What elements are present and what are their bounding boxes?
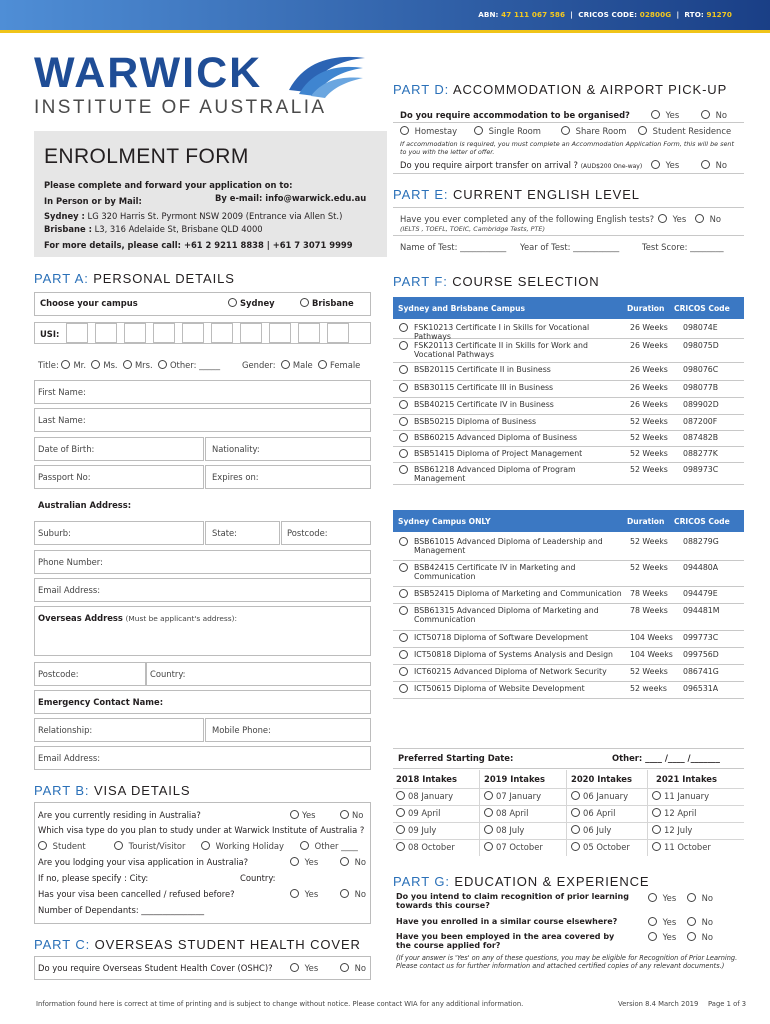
radio-icon [687, 917, 696, 926]
course-duration: 78 Weeks [630, 606, 668, 615]
radio-icon [201, 841, 210, 850]
intake-date-option[interactable]: 12 April [652, 808, 696, 818]
course-duration: 52 Weeks [630, 417, 668, 426]
radio-icon[interactable] [399, 633, 408, 642]
radio-icon[interactable] [399, 537, 408, 546]
radio-icon[interactable] [61, 360, 70, 369]
intake-date-option[interactable]: 06 April [571, 808, 615, 818]
test-year-field[interactable]: Year of Test: ___________ [520, 242, 620, 252]
radio-icon[interactable] [399, 465, 408, 474]
emergency-email-label: Email Address: [38, 753, 101, 763]
test-score-field[interactable]: Test Score: ________ [642, 242, 724, 252]
accommodation-yes[interactable]: Yes [651, 110, 679, 120]
contact-numbers: For more details, please call: +61 2 9211 8838 | +61 7 3071 9999 [44, 240, 353, 250]
similar-no[interactable]: No [687, 917, 713, 927]
radio-icon [651, 160, 660, 169]
radio-icon [571, 808, 580, 817]
radio-icon [638, 126, 647, 135]
intake-col-divider [566, 770, 567, 856]
course-duration: 52 Weeks [630, 465, 668, 474]
residing-yes[interactable]: Yes [290, 810, 316, 820]
visa-other[interactable]: Other ____ [300, 841, 358, 851]
in-person-label: In Person or by Mail: [44, 196, 142, 206]
english-test-no[interactable]: No [695, 214, 721, 224]
intake-date-option[interactable]: 12 July [652, 825, 692, 835]
single-room-option[interactable]: Single Room [474, 126, 541, 136]
phone-label: Phone Number: [38, 557, 103, 567]
course-cricos-code: 099773C [683, 633, 719, 642]
course-row[interactable] [393, 587, 744, 604]
student-residence-option[interactable]: Student Residence [638, 126, 731, 136]
radio-icon [484, 842, 493, 851]
radio-icon [340, 963, 349, 972]
rpl-question: Do you intend to claim recognition of prior learning towards this course? [396, 892, 629, 910]
radio-icon [695, 214, 704, 223]
radio-icon [38, 841, 47, 850]
radio-icon [648, 893, 657, 902]
radio-icon [651, 110, 660, 119]
intake-row-divider [393, 805, 744, 806]
footer-page: Page 1 of 3 [708, 1000, 747, 1008]
course-name: FSK20113 Certificate II in Skills for Work and Vocational Pathways [414, 341, 588, 359]
course-row[interactable] [393, 665, 744, 682]
radio-icon [228, 298, 237, 307]
radio-icon [571, 791, 580, 800]
course-name: FSK10213 Certificate I in Skills for Vocational Pathways [414, 323, 590, 341]
suburb-label: Suburb: [38, 528, 71, 538]
accommodation-question: Do you require accommodation to be organised? [400, 110, 630, 120]
relationship-label: Relationship: [38, 725, 93, 735]
radio-icon [484, 808, 493, 817]
radio-icon [396, 791, 405, 800]
course-name: ICT60215 Advanced Diploma of Network Security [414, 667, 607, 676]
course-cricos-code: 086741G [683, 667, 719, 676]
visa-q-cancelled: Has your visa been cancelled / refused before? [38, 889, 235, 899]
cricos-value: 02800G [639, 10, 672, 19]
intro-instruction: Please complete and forward your application on to: [44, 180, 293, 190]
course-cricos-code: 099756D [683, 650, 719, 659]
radio-icon[interactable] [399, 417, 408, 426]
course-cricos-code: 094480A [683, 563, 719, 572]
yellow-divider [0, 30, 770, 33]
airport-no[interactable]: No [701, 160, 727, 170]
campus-brisbane-option[interactable]: Brisbane [300, 298, 354, 308]
radio-icon [114, 841, 123, 850]
course-duration: 104 Weeks [630, 633, 673, 642]
radio-icon [396, 808, 405, 817]
intake-year-header: 2021 Intakes [656, 774, 717, 784]
visa-working-holiday[interactable]: Working Holiday [201, 841, 284, 851]
radio-icon [658, 214, 667, 223]
course-cricos-code: 088277K [683, 449, 718, 458]
visa-q-type: Which visa type do you plan to study under at Warwick Institute of Australia ? [38, 825, 365, 835]
course-row[interactable] [393, 535, 744, 561]
similar-course-question: Have you enrolled in a similar course elsewhere? [396, 917, 618, 926]
visa-q-residing: Are you currently residing in Australia? [38, 810, 201, 820]
course-cricos-code: 098077B [683, 383, 719, 392]
radio-icon [648, 917, 657, 926]
intake-date-option[interactable]: 07 October [484, 842, 543, 852]
radio-icon [652, 825, 661, 834]
course-table-header-2: Sydney Campus ONLY Duration CRICOS Code [393, 510, 744, 532]
course-duration: 26 Weeks [630, 365, 668, 374]
radio-icon [300, 298, 309, 307]
radio-icon[interactable] [123, 360, 132, 369]
part-d-heading: PART D: ACCOMMODATION & AIRPORT PICK-UP [393, 82, 728, 97]
australian-address-label: Australian Address: [38, 500, 132, 510]
course-name: BSB50215 Diploma of Business [414, 417, 537, 426]
part-g-heading: PART G: EDUCATION & EXPERIENCE [393, 874, 650, 889]
intake-date-option[interactable]: 06 July [571, 825, 611, 835]
intake-row-divider [393, 839, 744, 840]
oshc-yes[interactable]: Yes [290, 963, 318, 973]
usi-cell[interactable] [153, 323, 175, 343]
visa-country-label: Country: [240, 873, 276, 883]
course-duration: 78 Weeks [630, 589, 668, 598]
choose-campus-label: Choose your campus [40, 298, 138, 308]
part-b-heading: PART B: VISA DETAILS [34, 783, 191, 798]
course-duration: 26 Weeks [630, 341, 668, 350]
radio-icon [571, 842, 580, 851]
intake-year-header: 2020 Intakes [571, 774, 632, 784]
course-row[interactable] [393, 431, 744, 447]
usi-cell[interactable] [66, 323, 88, 343]
radio-icon[interactable] [399, 323, 408, 332]
employed-yes[interactable]: Yes [648, 932, 676, 942]
lodging-yes[interactable]: Yes [290, 857, 318, 867]
logo-subtitle: INSTITUTE OF AUSTRALIA [34, 97, 327, 118]
intake-date-option[interactable]: 06 January [571, 791, 628, 801]
share-room-option[interactable]: Share Room [561, 126, 626, 136]
intake-date-option[interactable]: 11 January [652, 791, 709, 801]
intake-date-option[interactable]: 07 January [484, 791, 541, 801]
course-row[interactable] [393, 381, 744, 398]
radio-icon [396, 825, 405, 834]
course-cricos-code: 098973C [683, 465, 719, 474]
radio-icon [396, 842, 405, 851]
usi-cell[interactable] [211, 323, 233, 343]
homestay-option[interactable]: Homestay [400, 126, 457, 136]
passport-label: Passport No: [38, 472, 91, 482]
radio-icon [652, 842, 661, 851]
country-label: Country: [150, 669, 186, 679]
course-name: BSB51415 Diploma of Project Management [414, 449, 583, 458]
cricos-label: CRICOS CODE: [578, 10, 638, 19]
course-name: BSB52415 Diploma of Marketing and Communication [414, 589, 622, 598]
radio-icon[interactable] [399, 433, 408, 442]
radio-icon [290, 857, 299, 866]
radio-icon[interactable] [399, 650, 408, 659]
emergency-contact-label: Emergency Contact Name: [38, 697, 164, 707]
radio-icon [652, 791, 661, 800]
residing-no[interactable]: No [340, 810, 363, 820]
course-row[interactable] [393, 561, 744, 587]
course-duration: 26 Weeks [630, 323, 668, 332]
course-name: BSB20115 Certificate II in Business [414, 365, 551, 374]
english-test-question: Have you ever completed any of the following English tests? [400, 214, 655, 224]
last-name-label: Last Name: [38, 415, 86, 425]
radio-icon[interactable] [399, 667, 408, 676]
lodging-no[interactable]: No [340, 857, 366, 867]
accommodation-note: If accommodation is required, you must complete an Accommodation Application Form, this will be sent to you with the letter of offer. [400, 140, 734, 156]
radio-icon[interactable] [399, 365, 408, 374]
part-a-heading: PART A: PERSONAL DETAILS [34, 271, 235, 286]
radio-icon [561, 126, 570, 135]
overseas-address-label: Overseas Address (Must be applicant's address): [38, 613, 237, 623]
course-row[interactable] [393, 415, 744, 431]
intake-row-divider [393, 822, 744, 823]
course-name: BSB30115 Certificate III in Business [414, 383, 554, 392]
radio-icon[interactable] [399, 563, 408, 572]
mobile-label: Mobile Phone: [212, 725, 271, 735]
dob-label: Date of Birth: [38, 444, 95, 454]
course-row[interactable] [393, 604, 744, 631]
employed-no[interactable]: No [687, 932, 713, 942]
radio-icon [652, 808, 661, 817]
radio-icon [484, 825, 493, 834]
course-duration: 52 Weeks [630, 449, 668, 458]
nationality-label: Nationality: [212, 444, 260, 454]
accommodation-no[interactable]: No [701, 110, 727, 120]
visa-q-lodging: Are you lodging your visa application in Australia? [38, 857, 249, 867]
usi-cell[interactable] [95, 323, 117, 343]
course-cricos-code: 098075D [683, 341, 719, 350]
radio-icon [290, 810, 299, 819]
radio-icon [474, 126, 483, 135]
radio-icon[interactable] [91, 360, 100, 369]
rpl-note: (If your answer is 'Yes' on any of these questions, you may be eligible for Recognition of Prior Learning. Please contact us for further information and attached certified copies of any relevant documents.) [396, 954, 738, 970]
course-duration: 52 Weeks [630, 563, 668, 572]
visa-dependants: Number of Dependants: _______________ [38, 905, 205, 915]
course-row[interactable] [393, 447, 744, 463]
radio-icon [340, 857, 349, 866]
cancelled-no[interactable]: No [340, 889, 366, 899]
sydney-address: Sydney : LG 320 Harris St. Pyrmont NSW 2009 (Entrance via Allen St.) [44, 211, 343, 221]
intake-date-option[interactable]: 05 October [571, 842, 630, 852]
first-name-label: First Name: [38, 387, 86, 397]
visa-tourist[interactable]: Tourist/Visitor [114, 841, 185, 851]
other-start-date-field[interactable]: Other: ____ /____ /_______ [612, 753, 720, 763]
employed-question: Have you been employed in the area covered by the course applied for? [396, 932, 615, 950]
logo-wave-icon [285, 50, 369, 100]
course-row[interactable] [393, 648, 744, 665]
course-cricos-code: 098076C [683, 365, 719, 374]
radio-icon [290, 889, 299, 898]
course-cricos-code: 087482B [683, 433, 719, 442]
english-tests-list: (IELTS , TOEFL, TOEIC, Cambridge Tests, PTE) [400, 225, 545, 233]
radio-icon [340, 810, 349, 819]
intake-year-header: 2018 Intakes [396, 774, 457, 784]
usi-cell[interactable] [240, 323, 262, 343]
intake-date-option[interactable]: 09 April [396, 808, 440, 818]
footer-version: Version 8.4 March 2019 [618, 1000, 699, 1008]
course-row[interactable] [393, 463, 744, 485]
course-name: BSB61218 Advanced Diploma of Program Management [414, 465, 576, 483]
course-name: BSB61015 Advanced Diploma of Leadership and Management [414, 537, 603, 555]
usi-cell[interactable] [124, 323, 146, 343]
course-name: BSB61315 Advanced Diploma of Marketing and Communication [414, 606, 599, 624]
usi-cell[interactable] [182, 323, 204, 343]
intake-col-divider [647, 770, 648, 856]
radio-icon[interactable] [158, 360, 167, 369]
rpl-no[interactable]: No [687, 893, 713, 903]
radio-icon [400, 126, 409, 135]
email-label: Email Address: [38, 585, 101, 595]
radio-icon[interactable] [399, 589, 408, 598]
rto-label: RTO: [684, 10, 704, 19]
logo [34, 49, 327, 119]
course-name: BSB40215 Certificate IV in Business [414, 400, 554, 409]
airport-yes[interactable]: Yes [651, 160, 679, 170]
course-row[interactable] [393, 339, 744, 363]
intake-date-option[interactable]: 09 July [396, 825, 436, 835]
course-cricos-code: 087200F [683, 417, 718, 426]
intake-date-option[interactable]: 08 October [396, 842, 455, 852]
usi-cell[interactable] [298, 323, 320, 343]
radio-icon[interactable] [399, 341, 408, 350]
registration-info: ABN: 47 111 067 586 | CRICOS CODE: 02800G | RTO: 91270 [478, 10, 732, 19]
radio-icon [484, 791, 493, 800]
course-row[interactable] [393, 398, 744, 415]
visa-q-city: If no, please specify : City: [38, 873, 149, 883]
campus-sydney-option[interactable]: Sydney [228, 298, 275, 308]
part-c-heading: PART C: OVERSEAS STUDENT HEALTH COVER [34, 937, 361, 952]
radio-icon[interactable] [318, 360, 327, 369]
radio-icon[interactable] [399, 449, 408, 458]
airport-question: Do you require airport transfer on arrival ? (AUD$200 One-way) [400, 160, 643, 170]
radio-icon [687, 893, 696, 902]
by-email: By e-mail: info@warwick.edu.au [215, 193, 367, 203]
course-row[interactable] [393, 363, 744, 381]
overseas-postcode-label: Postcode: [38, 669, 79, 679]
course-row[interactable] [393, 631, 744, 648]
course-name: ICT50718 Diploma of Software Development [414, 633, 589, 642]
test-name-field[interactable]: Name of Test: ___________ [400, 242, 507, 252]
logo-wordmark: WARWICK [34, 49, 263, 97]
course-cricos-code: 098074E [683, 323, 718, 332]
radio-icon [701, 160, 710, 169]
intake-date-option[interactable]: 08 April [484, 808, 528, 818]
gender-field: Gender: Male Female [242, 360, 361, 370]
state-label: State: [212, 528, 237, 538]
course-row[interactable] [393, 682, 744, 699]
part-e-heading: PART E: CURRENT ENGLISH LEVEL [393, 187, 640, 202]
course-cricos-code: 088279G [683, 537, 719, 546]
course-duration: 104 Weeks [630, 650, 673, 659]
radio-icon[interactable] [399, 606, 408, 615]
usi-cell[interactable] [327, 323, 349, 343]
radio-icon [648, 932, 657, 941]
intake-date-option[interactable]: 11 October [652, 842, 711, 852]
course-cricos-code: 094481M [683, 606, 720, 615]
footer-disclaimer: Information found here is correct at time of printing and is subject to change without notice. Please contact WIA for any additional information. [36, 1000, 524, 1008]
radio-icon[interactable] [399, 383, 408, 392]
expires-label: Expires on: [212, 472, 259, 482]
part-f-heading: PART F: COURSE SELECTION [393, 274, 600, 289]
intake-col-divider [479, 770, 480, 856]
intake-row-divider [393, 788, 744, 789]
radio-icon [701, 110, 710, 119]
abn-label: ABN: [478, 10, 499, 19]
form-title: ENROLMENT FORM [44, 145, 249, 168]
radio-icon [290, 963, 299, 972]
course-name: ICT50818 Diploma of Systems Analysis and Design [414, 650, 613, 659]
similar-yes[interactable]: Yes [648, 917, 676, 927]
intake-date-option[interactable]: 08 January [396, 791, 453, 801]
course-name: BSB60215 Advanced Diploma of Business [414, 433, 578, 442]
course-duration: 52 Weeks [630, 537, 668, 546]
english-test-yes[interactable]: Yes [658, 214, 686, 224]
course-cricos-code: 096531A [683, 684, 719, 693]
course-duration: 26 Weeks [630, 400, 668, 409]
course-name: ICT50615 Diploma of Website Development [414, 684, 585, 693]
course-cricos-code: 094479E [683, 589, 718, 598]
preferred-start-label: Preferred Starting Date: [398, 753, 514, 763]
visa-student[interactable]: Student [38, 841, 86, 851]
radio-icon[interactable] [399, 400, 408, 409]
usi-label: USI: [40, 329, 60, 339]
intake-date-option[interactable]: 08 July [484, 825, 524, 835]
radio-icon[interactable] [281, 360, 290, 369]
radio-icon [300, 841, 309, 850]
abn-value: 47 111 067 586 [501, 10, 566, 19]
course-duration: 52 weeks [630, 684, 667, 693]
radio-icon [687, 932, 696, 941]
course-name: BSB42415 Certificate IV in Marketing and Communication [414, 563, 576, 581]
top-bar [0, 0, 770, 30]
rpl-yes[interactable]: Yes [648, 893, 676, 903]
radio-icon[interactable] [399, 684, 408, 693]
radio-icon [571, 825, 580, 834]
course-cricos-code: 089902D [683, 400, 719, 409]
course-duration: 52 Weeks [630, 667, 668, 676]
course-row[interactable] [393, 321, 744, 339]
usi-cell[interactable] [269, 323, 291, 343]
cancelled-yes[interactable]: Yes [290, 889, 318, 899]
course-duration: 26 Weeks [630, 383, 668, 392]
title-field: Title: Mr. Ms. Mrs. Other: _____ [38, 360, 221, 370]
postcode-label: Postcode: [287, 528, 328, 538]
oshc-no[interactable]: No [340, 963, 366, 973]
intake-year-header: 2019 Intakes [484, 774, 545, 784]
course-table-header-1: Sydney and Brisbane Campus Duration CRICOS Code [393, 297, 744, 319]
course-duration: 52 Weeks [630, 433, 668, 442]
rto-value: 91270 [706, 10, 732, 19]
oshc-question: Do you require Overseas Student Health Cover (OSHC)? [38, 963, 273, 973]
brisbane-address: Brisbane : L3, 316 Adelaide St, Brisbane QLD 4000 [44, 224, 263, 234]
radio-icon [340, 889, 349, 898]
